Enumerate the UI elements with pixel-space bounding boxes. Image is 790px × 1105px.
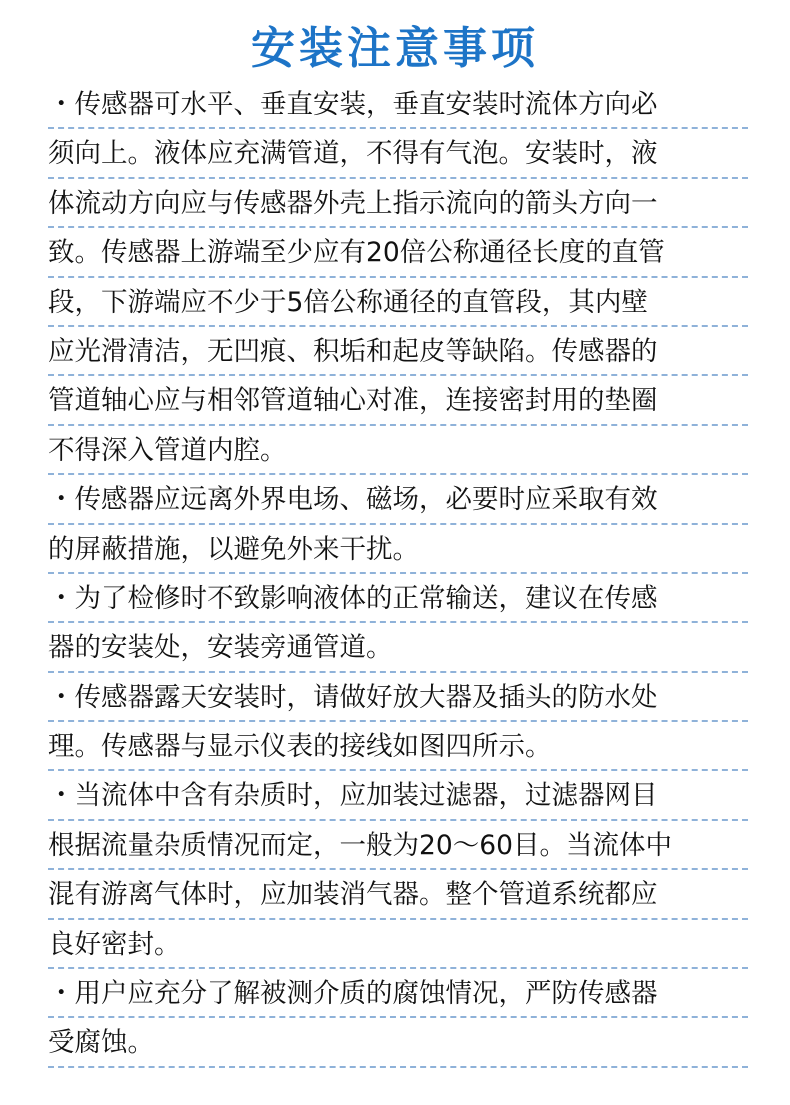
text-line: ・当流体中含有杂质时，应加装过滤器，过滤器网目 bbox=[48, 771, 748, 820]
page-title: 安装注意事项 bbox=[251, 23, 539, 74]
text-line: 体流动方向应与传感器外壳上指示流向的箭头方向一 bbox=[48, 179, 748, 228]
text-line: 根据流量杂质情况而定，一般为20～60目。当流体中 bbox=[48, 821, 748, 870]
text-line: 理。传感器与显示仪表的接线如图四所示。 bbox=[48, 722, 748, 771]
text-line: 应光滑清洁，无凹痕、积垢和起皮等缺陷。传感器的 bbox=[48, 327, 748, 376]
text-line: 混有游离气体时，应加装消气器。整个管道系统都应 bbox=[48, 870, 748, 919]
text-line: 器的安装处，安装旁通管道。 bbox=[48, 623, 748, 672]
text-line: 的屏蔽措施，以避免外来干扰。 bbox=[48, 525, 748, 574]
text-line: ・为了检修时不致影响液体的正常输送，建议在传感 bbox=[48, 574, 748, 623]
text-line: 段，下游端应不少于5倍公称通径的直管段，其内壁 bbox=[48, 278, 748, 327]
text-line: ・传感器应远离外界电场、磁场，必要时应采取有效 bbox=[48, 475, 748, 524]
text-line: 不得深入管道内腔。 bbox=[48, 426, 748, 475]
notes-body bbox=[48, 80, 748, 1068]
text-line: 受腐蚀。 bbox=[48, 1018, 748, 1067]
text-line: 致。传感器上游端至少应有20倍公称通径长度的直管 bbox=[48, 228, 748, 277]
text-line: 须向上。液体应充满管道，不得有气泡。安装时，液 bbox=[48, 129, 748, 178]
text-line: ・传感器可水平、垂直安装，垂直安装时流体方向必 bbox=[48, 80, 748, 129]
text-line: 管道轴心应与相邻管道轴心对准，连接密封用的垫圈 bbox=[48, 376, 748, 425]
text-line: ・传感器露天安装时，请做好放大器及插头的防水处 bbox=[48, 673, 748, 722]
text-line: 良好密封。 bbox=[48, 920, 748, 969]
text-line: ・用户应充分了解被测介质的腐蚀情况，严防传感器 bbox=[48, 969, 748, 1018]
